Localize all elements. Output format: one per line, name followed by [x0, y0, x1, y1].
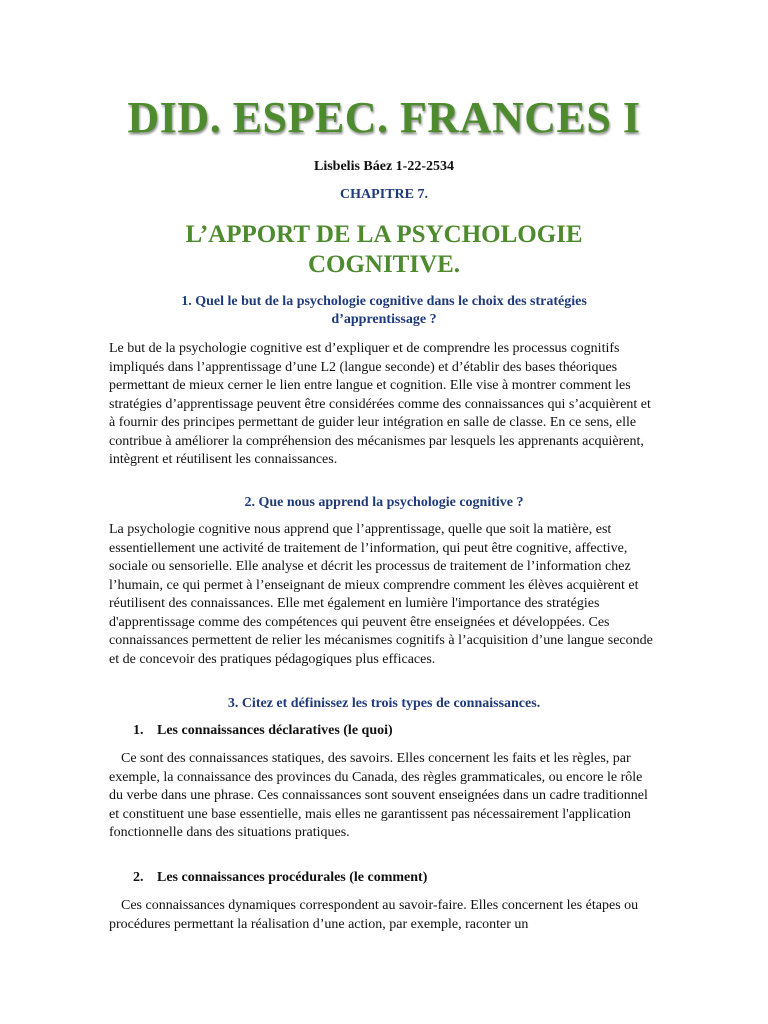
type-1-number: 1. [133, 723, 144, 738]
document-title: DID. ESPEC. FRANCES I [127, 93, 641, 142]
type-2-text: Ces connaissances dynamiques correspondent au savoir-faire. Elles concernent les étapes ou procédures permettant la réalisation d’une action, par exemple, raconter un [109, 898, 639, 932]
type-1-text-block [109, 750, 655, 843]
type-1-heading [133, 722, 393, 740]
question-3-heading: 3. Citez et définissez les trois types de connaissances. [227, 696, 541, 711]
type-2-number: 2. [133, 870, 144, 885]
question-2-answer: La psychologie cognitive nous apprend que l’apprentissage, quelle que soit la matière, est essentiellement une activité de traitement de l’information, qui peut être cognitive, affective, sociale ou sensorielle. Elle analyse et décrit les processus de traitement de l’information chez l’humain, ce qui permet à l’enseignant de mieux comprendre comment les élèves acquièrent et réutilisent des connaissances. Elle met également en lumière l'importance des stratégies d'apprentissage comme des compétences qui peuvent être enseignées et développées. Ces connaissances permettent de relier les mécanismes cognitifs à l’acquisition d’une langue seconde et de concevoir des pratiques pédagogiques plus efficaces. [109, 522, 653, 667]
question-2-heading: 2. Que nous apprend la psychologie cognitive ? [244, 495, 524, 510]
type-2-text-block [109, 897, 655, 934]
type-1-label: Les connaissances déclaratives (le quoi) [157, 723, 393, 738]
type-2-label: Les connaissances procédurales (le comment) [157, 870, 428, 885]
type-1-text: Ce sont des connaissances statiques, des savoirs. Elles concernent les faits et les règles, par exemple, la connaissance des provinces du Canada, des règles grammaticales, ou encore le rôle du verbe dans une phrase. Ces connaissances sont souvent enseignées dans un cadre traditionnel et constituent une base essentielle, mais elles ne garantissent pas nécessairement l'application fonctionnelle dans des situations pratiques. [109, 751, 648, 840]
chapter-subtitle: L’APPORT DE LA PSYCHOLOGIE COGNITIVE. [185, 221, 583, 278]
type-2-heading [133, 869, 427, 887]
chapter-label: CHAPITRE 7. [340, 187, 428, 202]
question-1-heading: 1. Quel le but de la psychologie cognitive dans le choix des stratégies d’apprentissage ? [181, 294, 587, 327]
author-line: Lisbelis Báez 1-22-2534 [314, 159, 454, 174]
question-1-answer: Le but de la psychologie cognitive est d’expliquer et de comprendre les processus cognitifs impliqués dans l’apprentissage d’une L2 (langue seconde) et d’établir des bases théoriques permettant de mieux cerner le lien entre langue et cognition. Elle vise à montrer comment les stratégies d’apprentissage peuvent être considérées comme des connaissances qui s’acquièrent et à fournir des principes permettant de guider leur intégration en salle de classe. En ce sens, elle contribue à améliorer la compréhension des mécanismes par lesquels les apprenants acquièrent, intègrent et réutilisent les connaissances. [109, 341, 651, 467]
